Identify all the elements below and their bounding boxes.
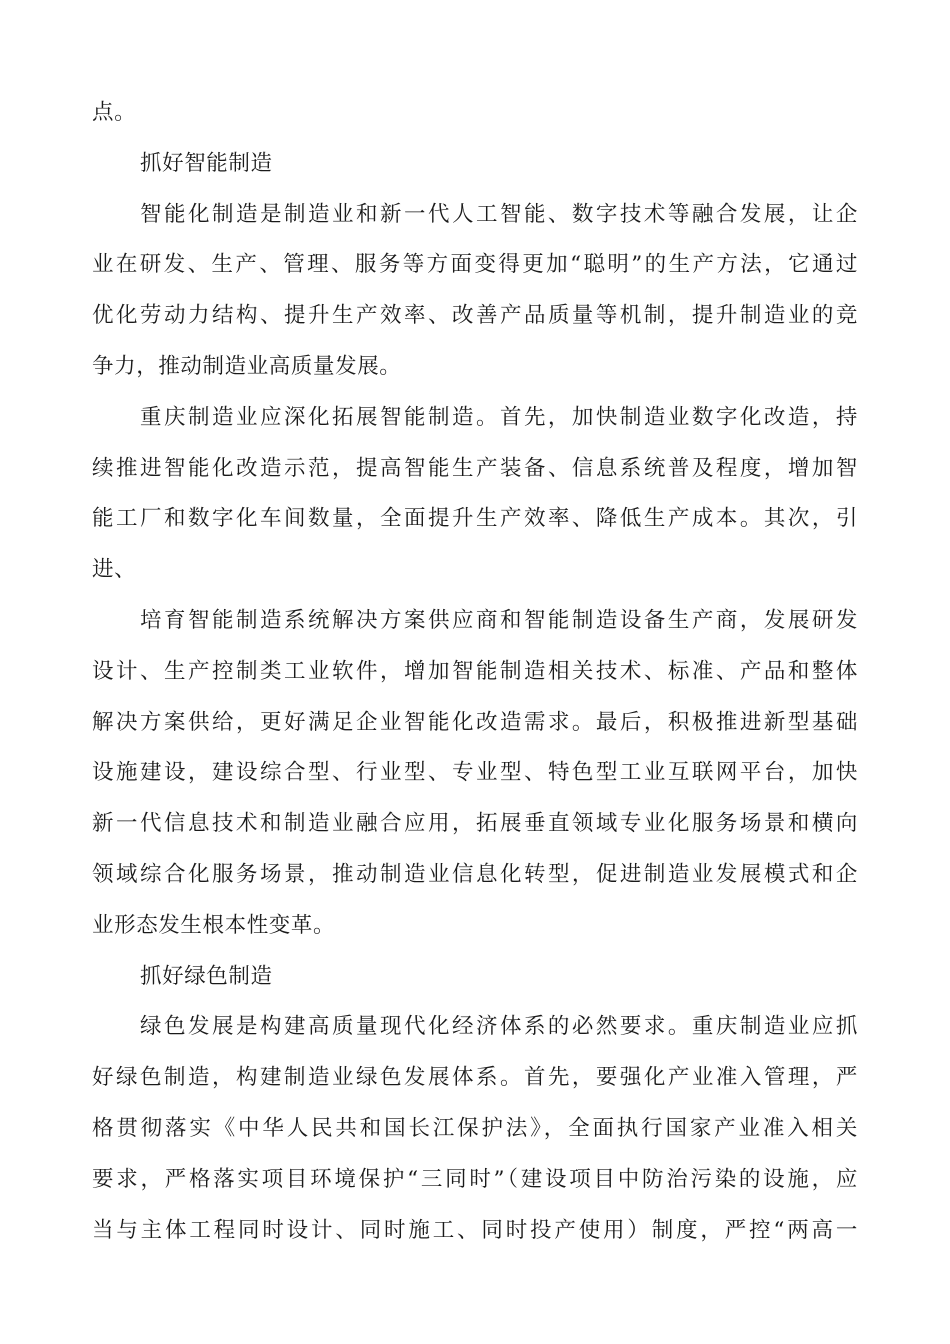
text-line: 新一代信息技术和制造业融合应用，拓展垂直领域专业化服务场景和横向 bbox=[92, 811, 858, 837]
text-line: 业形态发生根本性变革。 bbox=[92, 912, 336, 938]
text-line: 领域综合化服务场景，推动制造业信息化转型，促进制造业发展模式和企 bbox=[92, 861, 858, 887]
document-page bbox=[92, 88, 858, 1256]
text-line: 续推进智能化改造示范，提高智能生产装备、信息系统普及程度，增加智 bbox=[92, 455, 858, 481]
text-line: 业在研发、生产、管理、服务等方面变得更加“聪明”的生产方法，它通过 bbox=[92, 252, 858, 278]
text-line: 争力，推动制造业高质量发展。 bbox=[92, 353, 402, 379]
text-line: 培育智能制造系统解决方案供应商和智能制造设备生产商，发展研发 bbox=[140, 607, 858, 633]
text-line: 能工厂和数字化车间数量，全面提升生产效率、降低生产成本。其次，引 bbox=[92, 506, 858, 532]
text-line: 优化劳动力结构、提升生产效率、改善产品质量等机制，提升制造业的竞 bbox=[92, 303, 858, 329]
text-line: 绿色发展是构建高质量现代化经济体系的必然要求。重庆制造业应抓 bbox=[140, 1014, 858, 1040]
text-line: 进、 bbox=[92, 557, 137, 583]
text-line: 要求，严格落实项目环境保护“三同时”（建设项目中防治污染的设施，应 bbox=[92, 1166, 858, 1192]
text-line: 当与主体工程同时设计、同时施工、同时投产使用）制度，严控“两高一 bbox=[92, 1217, 858, 1243]
section-heading-smart-manufacturing: 抓好智能制造 bbox=[140, 150, 273, 176]
text-line: 智能化制造是制造业和新一代人工智能、数字技术等融合发展，让企 bbox=[140, 201, 858, 227]
text-line: 设计、生产控制类工业软件，增加智能制造相关技术、标准、产品和整体 bbox=[92, 658, 858, 684]
text-line: 好绿色制造，构建制造业绿色发展体系。首先，要强化产业准入管理，严 bbox=[92, 1065, 858, 1091]
text-line: 解决方案供给，更好满足企业智能化改造需求。最后，积极推进新型基础 bbox=[92, 709, 858, 735]
text-line: 重庆制造业应深化拓展智能制造。首先，加快制造业数字化改造，持 bbox=[140, 404, 858, 430]
text-line: 格贯彻落实《中华人民共和国长江保护法》，全面执行国家产业准入相关 bbox=[92, 1115, 858, 1141]
section-heading-green-manufacturing: 抓好绿色制造 bbox=[140, 963, 273, 989]
text-line: 点。 bbox=[92, 100, 137, 125]
text-line: 设施建设，建设综合型、行业型、专业型、特色型工业互联网平台，加快 bbox=[92, 760, 858, 786]
